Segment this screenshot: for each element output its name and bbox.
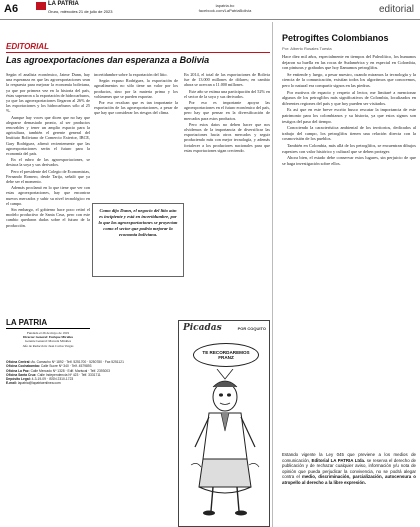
info-text: 4-3-19-09 · ISSN 2310-1723 bbox=[31, 377, 74, 382]
legal-notice bbox=[282, 452, 416, 486]
paragraph: Según el analista económico, Jaime Dunn, hay una esperanza en que las agroexportaciones sean la respuesta para mejorar la economía boliviana, ya que por primera vez en la historia del país, éstas superaron a la exportación de hidrocarburos, ya que las agroexportaciones llegaron al 26% de las exportaciones y los hidrocarburos sólo al 25 %. bbox=[6, 72, 90, 114]
column-byline: Por: Alberto Rosales Tuesta bbox=[282, 46, 332, 51]
notice-company: Editorial LA PATRIA Ltda. bbox=[311, 457, 366, 463]
info-text: Calle Sucre Nº 340 · Telf. 4579893 bbox=[40, 364, 92, 369]
paragraph: En el rubro de las agroexportaciones, se destaca la soya y sus derivados. bbox=[6, 157, 90, 168]
paragraph: Es así que en este breve escrito busco rescatar la importancia de este patrimonio para los colombianos y su historia, ya que estos signos son testigos del paso del tiempo. bbox=[282, 107, 416, 124]
cartoon-brand: Picadas bbox=[183, 323, 222, 333]
editorial-column-2-top bbox=[94, 72, 178, 200]
paragraph: Aunque hay voces que dicen que no hay que alegrarse demasiado pronto, al ser productos renovables y tener un amplio espacio para la agricultura, también el gerente general del Instituto Boliviano de Comercio Exterior, IBCE, Gary Rodríguez, afirmó recientemente que las agroexportaciones serán el futuro para la economía del país. bbox=[6, 114, 90, 157]
column-title: Petrogiftes Colombianos bbox=[282, 33, 389, 43]
info-label: Oficina La Paz: bbox=[6, 368, 30, 373]
editorial-column-3 bbox=[184, 72, 270, 312]
info-label: Oficina Central: bbox=[6, 360, 31, 364]
info-text: Calle Independencia Nº 423 · Telf. 3331711 bbox=[37, 372, 101, 377]
masthead bbox=[6, 318, 90, 348]
column-body bbox=[282, 54, 416, 448]
info-label: Oficina Cochabamba: bbox=[6, 364, 40, 369]
editorial-pullquote: Como dijo Dunn, el negocio del litio aún es incipiente y está en incertidumbre, por lo que las agroexportaciones se proyectan como el sector que podría mejorar la economía boliviana. bbox=[92, 203, 184, 277]
info-text[interactable]: lapatria@lapatriaenlinea.com bbox=[17, 381, 61, 386]
paper-name: LA PATRIA bbox=[48, 1, 79, 7]
page-header bbox=[0, 0, 420, 20]
masthead-logo: LA PATRIA bbox=[6, 318, 90, 329]
notice-text-a: Estando vigente la Ley 045 que previene a los medios de comunicación, bbox=[282, 452, 416, 463]
info-label: Depósito Legal: bbox=[6, 377, 31, 382]
header-date: Oruro, miércoles 21 de julio de 2023 bbox=[48, 9, 113, 14]
editorial-column-1 bbox=[6, 72, 90, 312]
column-divider bbox=[272, 22, 273, 527]
cartoon-credit: POR COQUITO bbox=[237, 326, 266, 331]
header-web-line-1[interactable]: lapatria.bo bbox=[215, 3, 235, 8]
paper-logo-mark bbox=[36, 2, 46, 10]
paragraph: Sin embargo, el gobierno hace poco retiró el modelo productivo de Santa Cruz, pero con este cambio quedaron dudas sobre el futuro de la producción. bbox=[6, 207, 90, 228]
info-text: Av. Camacho Nº 1892 · Telf. 5251700 · 5250780 · Fax 5251121 bbox=[31, 360, 124, 364]
masthead-line: Director General: Enrique Miralles bbox=[23, 335, 73, 340]
bubble-line-1: TE RECORDAREMOS bbox=[202, 349, 250, 355]
masthead-line: Fundada el 26 de mayo de 1919 bbox=[26, 331, 70, 335]
paragraph: Hace diez mil años, especialmente en tiempos del Paleolítico, los humanos dejaron su huella en las rocas de Sudamérica y en especial en Colombia, con pinturas y grabados que hoy llamamos petroglifos. bbox=[282, 54, 416, 71]
notice-text-c: se reserva el derecho de publicación y de rechazar cualquier aviso, información y/u nota de opinión que pueda perjudicar la convivencia, no se podrá alegar contra el bbox=[282, 457, 416, 480]
paragraph: Se entiende y luego, a pesar nuestro, cuando miramos la tecnología y la ciencia de la comunicación, existían todos los algoritmos que conocemos, pero lo natural era compartir signos en las piedras. bbox=[282, 71, 416, 88]
paragraph: Conociendo la característica ambiental de los territorios, dedicados al trabajo del campo, los petroglifos tienen una relación directa con la cosmovisión de los pueblos. bbox=[282, 125, 416, 142]
cartoon-panel bbox=[178, 320, 270, 527]
masthead-line: Gerente General: Marcela Miralles bbox=[24, 339, 72, 344]
cartoon-figure-illustration bbox=[187, 369, 263, 519]
paragraph: Ahora bien, el estado debe conservar estos lugares, sin perjuicio de que se haga investigación sobre ellos. bbox=[282, 155, 416, 166]
masthead-staff bbox=[6, 331, 90, 348]
paragraph: Además proclamó en lo que tiene que ver con estas agroexportaciones, hay que encontrar nuevos mercados y subir su nivel tecnológico en el campo. bbox=[6, 185, 90, 206]
info-row bbox=[6, 381, 174, 385]
info-text: Calle Mercado Nº 1328 · Edif. Mariscal · Telf. 2393003 bbox=[30, 368, 110, 373]
speech-bubble bbox=[193, 343, 259, 367]
paragraph: Por eso recalcan que es tan importante la exportación de las agroexportaciones, a pesar de que hay que considerar los riesgos del clima. bbox=[94, 100, 178, 116]
paragraph: Por eso es importante apoyar las agroexportaciones en el futuro económico del país, pero hay que pensar en la diversificación de mercados para estos productos. bbox=[184, 100, 270, 121]
notice-text-d: medio, discriminación, parcialización, autocensura o atropello al derecho a la libre expresión. bbox=[282, 474, 416, 485]
editorial-headline: Las agroexportaciones dan esperanza a Bolivia bbox=[6, 55, 210, 65]
header-web-line-2[interactable]: facebook.com/LaPatriaBolivia bbox=[198, 8, 252, 13]
paragraph: incertidumbre sobre la exportación del litio. bbox=[94, 72, 168, 77]
paragraph: También en Colombia, más allá de los petroglifos, se encuentran dibujos rupestres con valor histórico y cultural que se deben proteger. bbox=[282, 142, 416, 154]
section-label: editorial bbox=[378, 4, 414, 15]
paragraph: Pero estos datos no deben hacer que nos olvidemos de la importancia de diversificar las exportaciones hacia otros mercados y seguir produciendo más con mejor tecnología, y además fortalecer a los productores nacionales para que estas exportaciones sigan creciendo. bbox=[184, 121, 270, 153]
editorial-rule bbox=[6, 52, 270, 53]
paragraph: Este año se estima una participación del 52% en el sector de la soya y sus derivados. bbox=[184, 88, 270, 99]
paragraph: Según expuso Rodríguez, la exportación de agroalimentos no sólo tiene un valor por los productos, sino por la materia prima y los volúmenes que se pueden exportar. bbox=[94, 78, 178, 99]
paragraph: Pero el presidente del Colegio de Economistas, Fernando Romero, desde Tarija, señaló que ya debe ser el momento. bbox=[6, 168, 90, 185]
paragraph: Por motivos de espacio y respeto al lector, me limitaré a mencionar algunos de los petroglifos más significativos de Colombia, localizados en diferentes regiones del país y que hoy pueden ser visitados. bbox=[282, 89, 416, 106]
editorial-label: EDITORIAL bbox=[6, 42, 49, 51]
info-label: Oficina Santa Cruz: bbox=[6, 372, 37, 377]
info-label: E-mail: bbox=[6, 381, 17, 386]
bubble-line-2: FRANZ bbox=[218, 355, 234, 360]
contact-info bbox=[6, 360, 174, 386]
masthead-line: Jefe de Redacción: Juan Carlos Vargas bbox=[22, 343, 74, 348]
page-number: A6 bbox=[4, 3, 19, 15]
header-web bbox=[180, 3, 270, 13]
paragraph: En 2014, el total de las exportaciones de Bolivia fue de 13.000 millones de dólares; en cambio ahora se acercan a 11.000 millones. bbox=[184, 72, 270, 88]
